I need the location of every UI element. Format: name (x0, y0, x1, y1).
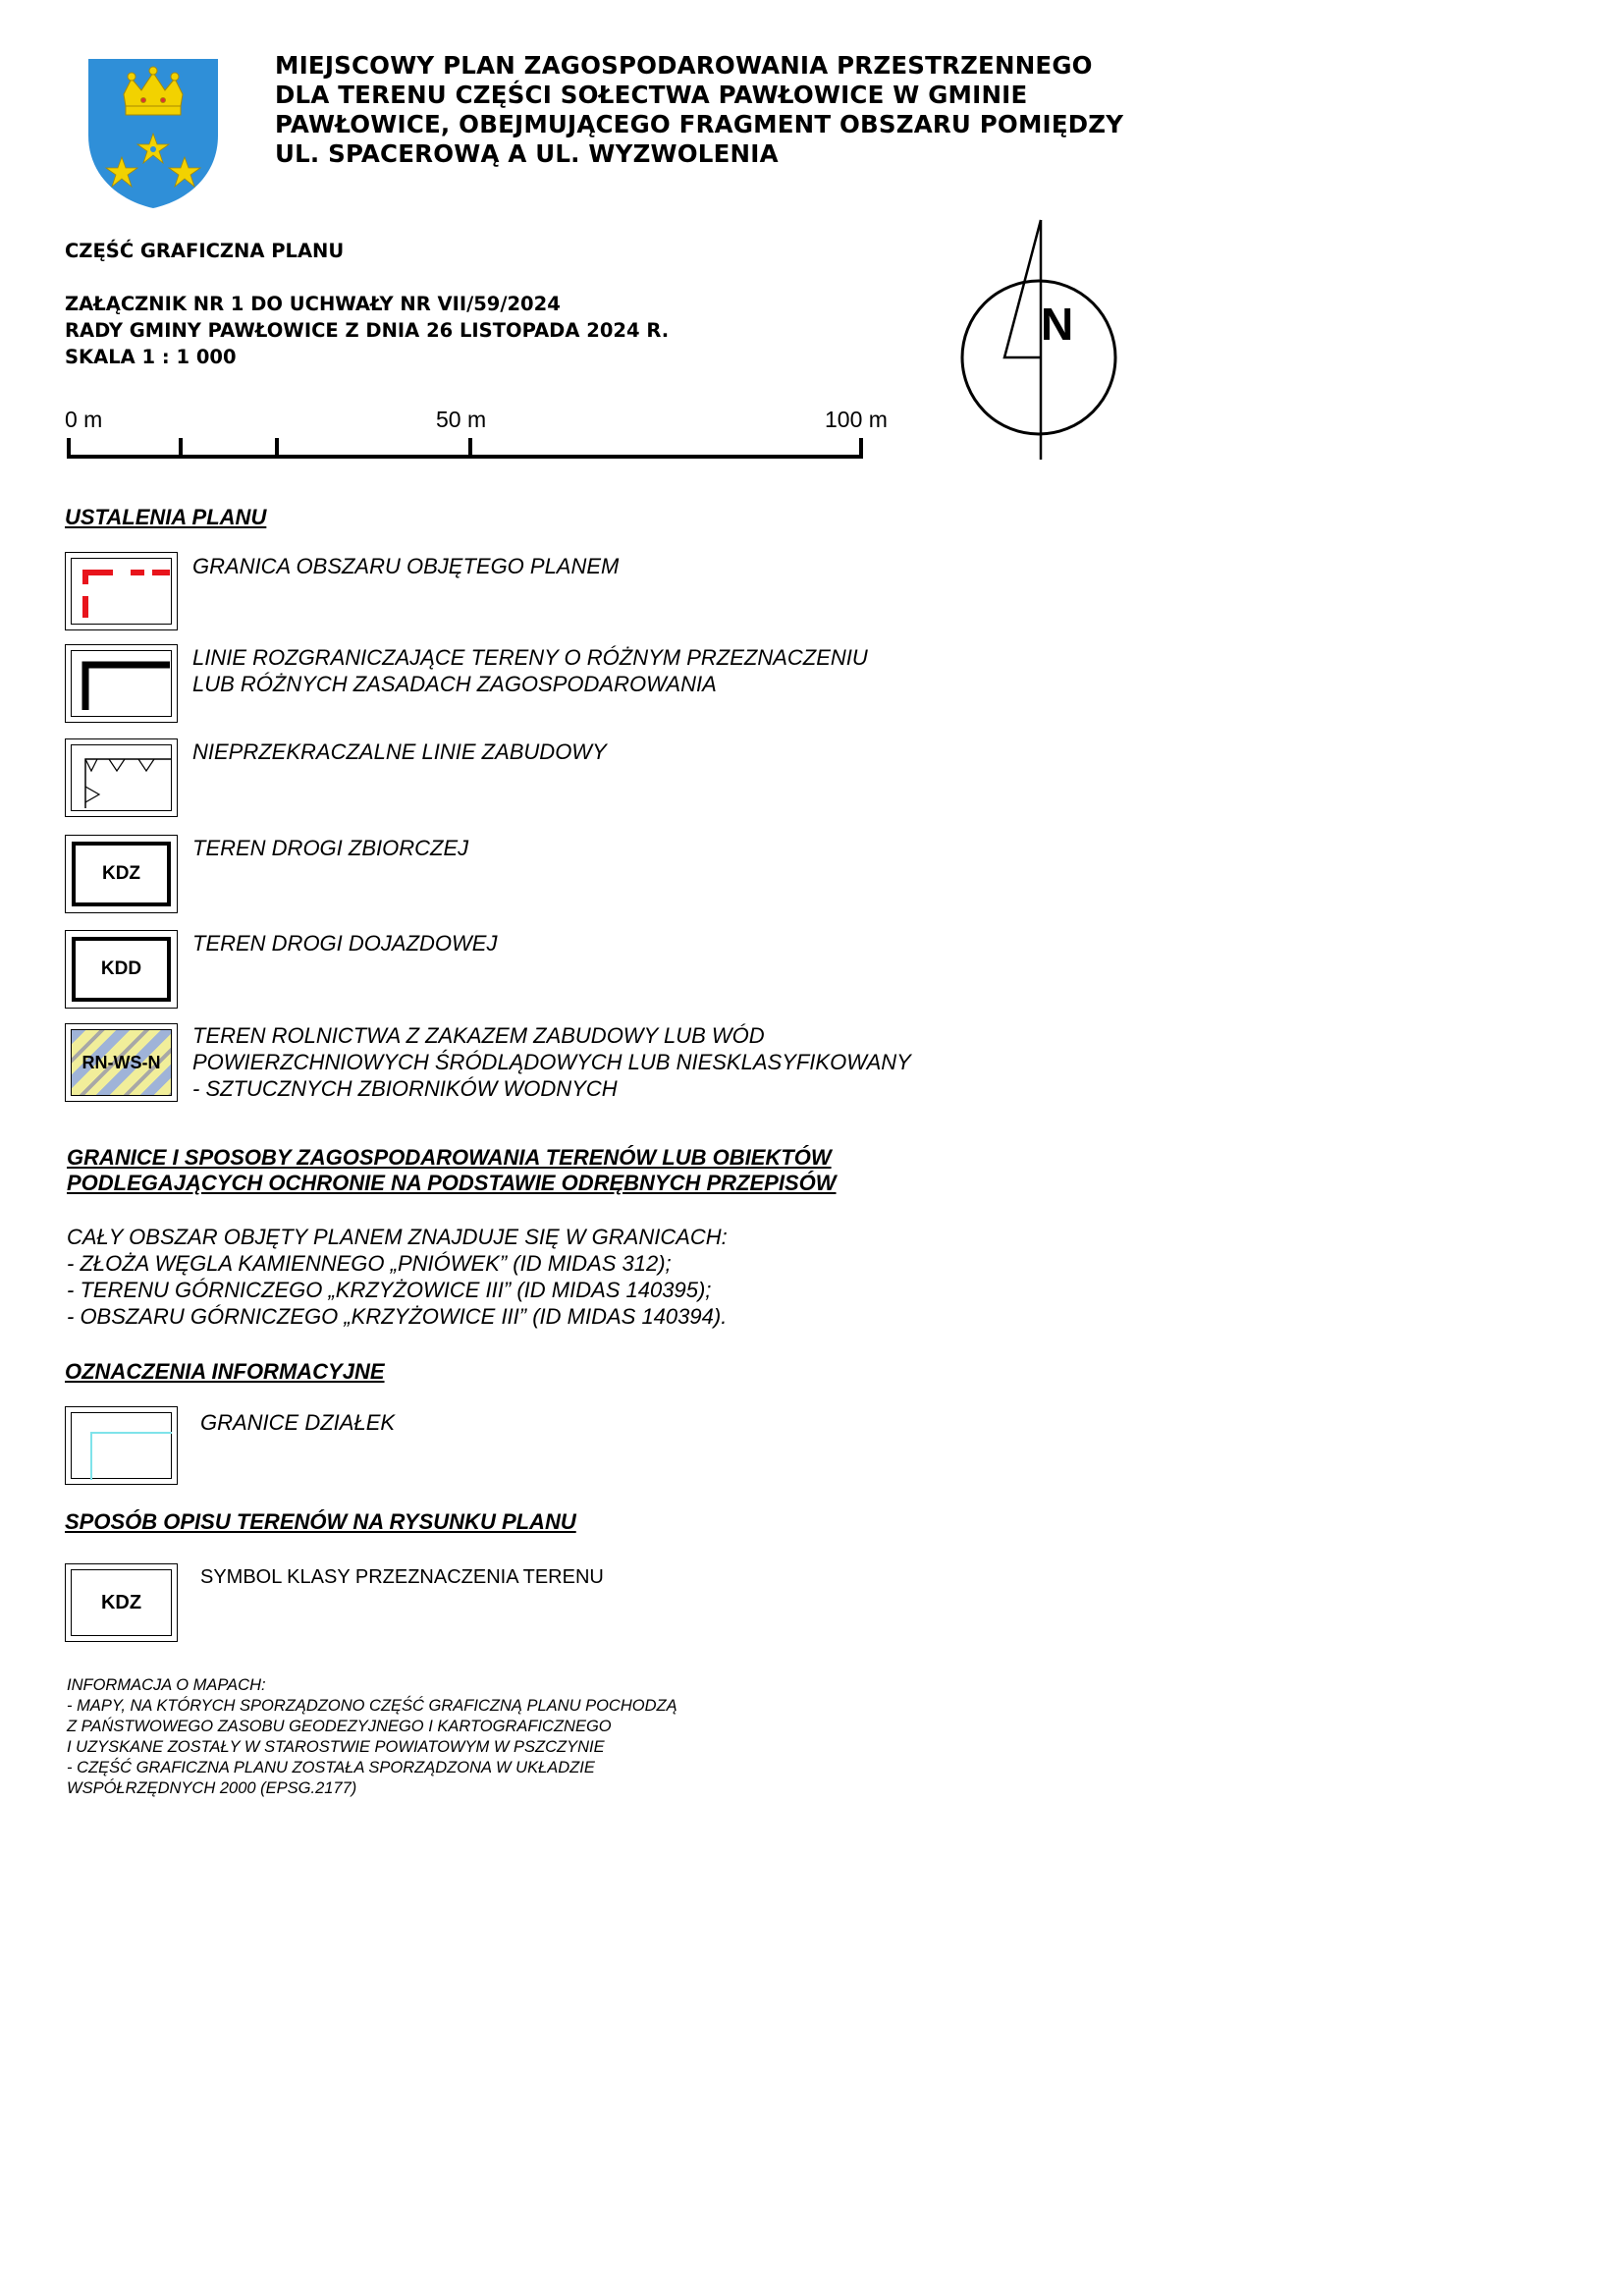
legend-line: TEREN DROGI ZBIORCZEJ (192, 836, 469, 860)
info-line: - MAPY, NA KTÓRYCH SPORZĄDZONO CZĘŚĆ GRAFICZNĄ PLANU POCHODZĄ (67, 1697, 677, 1715)
legend-symbol-rn-ws-n (65, 1023, 178, 1102)
north-label: N (1041, 299, 1074, 350)
scale-label-100: 100 m (825, 407, 888, 432)
legend-line: LUB RÓŻNYCH ZASADACH ZAGOSPODAROWANIA (192, 672, 717, 696)
body-line: - TERENU GÓRNICZEGO „KRZYŻOWICE III” (ID MIDAS 140395); (67, 1278, 712, 1302)
scale-label-0: 0 m (65, 407, 103, 432)
annex-block (65, 291, 669, 370)
annex-line: RADY GMINY PAWŁOWICE Z DNIA 26 LISTOPADA 2024 R. (65, 319, 670, 342)
body-line: - OBSZARU GÓRNICZEGO „KRZYŻOWICE III” (ID MIDAS 140394). (67, 1304, 728, 1329)
legend-line: NIEPRZEKRACZALNE LINIE ZABUDOWY (192, 739, 607, 764)
description-method-heading: SPOSÓB OPISU TERENÓW NA RYSUNKU PLANU (65, 1509, 576, 1534)
kdd-symbol-label: KDD (72, 937, 171, 1002)
legend-text-boundary (192, 553, 619, 579)
map-info (67, 1675, 677, 1799)
scale-bar-ruler (61, 403, 905, 465)
legend-symbol-parcel (65, 1406, 178, 1485)
scale-bar (61, 403, 905, 465)
building-line-icon (66, 739, 179, 818)
info-line: - CZĘŚĆ GRAFICZNA PLANU ZOSTAŁA SPORZĄDZONA W UKŁADZIE (67, 1759, 595, 1776)
annex-line: ZAŁĄCZNIK NR 1 DO UCHWAŁY NR VII/59/2024 (65, 293, 561, 315)
legend-text-kdz (192, 835, 468, 861)
info-line: WSPÓŁRZĘDNYCH 2000 (EPSG.2177) (67, 1779, 357, 1797)
parcel-boundary-icon (66, 1407, 179, 1486)
legend-symbol-building-line (65, 738, 178, 817)
rn-ws-n-symbol-label: RN-WS-N (71, 1029, 172, 1096)
scale-text: SKALA 1 : 1 000 (65, 346, 237, 368)
plan-settings-heading: USTALENIA PLANU (65, 505, 267, 529)
legend-symbol-boundary (65, 552, 178, 630)
legend-symbol-kdz (65, 835, 178, 913)
legend-symbol-divide (65, 644, 178, 723)
legend-symbol-kdd (65, 930, 178, 1009)
plan-title-line: PAWŁOWICE, OBEJMUJĄCEGO FRAGMENT OBSZARU POMIĘDZY (275, 110, 1124, 138)
plan-title-line: UL. SPACEROWĄ A UL. WYZWOLENIA (275, 139, 779, 168)
legend-text-parcel: GRANICE DZIAŁEK (200, 1410, 396, 1435)
body-line: - ZŁOŻA WĘGLA KAMIENNEGO „PNIÓWEK” (ID MIDAS 312); (67, 1251, 672, 1276)
info-line: I UZYSKANE ZOSTAŁY W STAROSTWIE POWIATOWYM W PSZCZYNIE (67, 1738, 605, 1756)
heading-line: PODLEGAJĄCYCH OCHRONIE NA PODSTAWIE ODRĘBNYCH PRZEPISÓW (67, 1171, 837, 1195)
black-line-icon (66, 645, 179, 724)
legend-line: TEREN ROLNICTWA Z ZAKAZEM ZABUDOWY LUB WÓD (192, 1023, 765, 1048)
red-dashed-boundary-icon (66, 553, 179, 631)
legend-text-divide (192, 644, 868, 697)
body-line: CAŁY OBSZAR OBJĘTY PLANEM ZNAJDUJE SIĘ W GRANICACH: (67, 1225, 728, 1249)
info-line: INFORMACJA O MAPACH: (67, 1676, 266, 1694)
plan-title (275, 51, 1218, 169)
info-markings-heading: OZNACZENIA INFORMACYJNE (65, 1359, 385, 1384)
plan-title-line: MIEJSCOWY PLAN ZAGOSPODAROWANIA PRZESTRZENNEGO (275, 51, 1093, 80)
class-symbol-text: SYMBOL KLASY PRZEZNACZENIA TERENU (200, 1566, 604, 1588)
info-line: Z PAŃSTWOWEGO ZASOBU GEODEZYJNEGO I KARTOGRAFICZNEGO (67, 1718, 612, 1735)
north-arrow-icon (950, 214, 1127, 464)
plan-title-line: DLA TERENU CZĘŚCI SOŁECTWA PAWŁOWICE W GMINIE (275, 81, 1028, 109)
legend-text-kdd (192, 930, 497, 956)
legend-text-rn-ws-n (192, 1022, 911, 1102)
heading-line: GRANICE I SPOSOBY ZAGOSPODAROWANIA TERENÓW LUB OBIEKTÓW (67, 1145, 832, 1170)
legend-text-building-line (192, 738, 607, 765)
legend-line: GRANICA OBSZARU OBJĘTEGO PLANEM (192, 554, 620, 578)
crest-icon (86, 57, 220, 210)
protected-areas-text (67, 1224, 728, 1330)
scale-label-50: 50 m (436, 407, 487, 432)
class-symbol-label: KDZ (71, 1569, 172, 1636)
legend-line: LINIE ROZGRANICZAJĄCE TERENY O RÓŻNYM PRZEZNACZENIU (192, 645, 868, 670)
legend-symbol-class (65, 1563, 178, 1642)
part-title: CZĘŚĆ GRAFICZNA PLANU (65, 240, 345, 262)
legend-line: TEREN DROGI DOJAZDOWEJ (192, 931, 498, 956)
legend-line: - SZTUCZNYCH ZBIORNIKÓW WODNYCH (192, 1076, 618, 1101)
protected-areas-heading (67, 1145, 837, 1196)
kdz-symbol-label: KDZ (72, 842, 171, 906)
legend-line: POWIERZCHNIOWYCH ŚRÓDLĄDOWYCH LUB NIESKLASYFIKOWANY (192, 1050, 911, 1074)
